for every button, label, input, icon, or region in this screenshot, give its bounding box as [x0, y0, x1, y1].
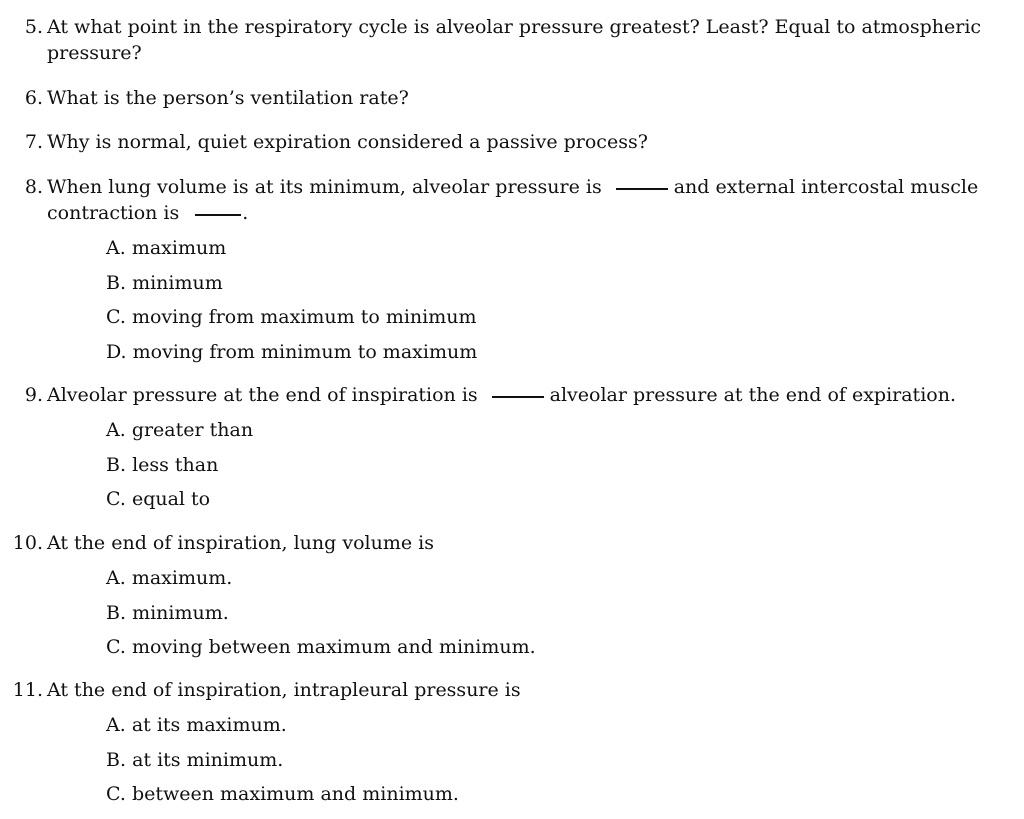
- option-item: [106, 413, 253, 448]
- option-item: [106, 596, 536, 631]
- question-number: 9.: [24, 384, 43, 406]
- question-text-part: Alveolar pressure at the end of inspiration is: [47, 384, 478, 406]
- option-item: [106, 743, 459, 778]
- question-number: 10.: [12, 532, 43, 554]
- question-text: [47, 382, 956, 408]
- option-letter: C.: [106, 783, 126, 805]
- question-text: Why is normal, quiet expiration considered a passive process?: [47, 131, 648, 153]
- option-text: equal to: [131, 488, 211, 510]
- option-item: [106, 335, 477, 370]
- option-item: [106, 777, 459, 812]
- option-letter: C.: [106, 488, 126, 510]
- question-6: [0, 85, 1024, 111]
- option-letter: C.: [106, 306, 126, 328]
- option-item: [106, 630, 536, 665]
- question-text: What is the person’s ventilation rate?: [47, 87, 409, 109]
- options-list: [106, 413, 253, 517]
- option-item: [106, 708, 459, 743]
- option-item: [106, 266, 477, 301]
- option-item: [106, 482, 253, 517]
- options-list: [106, 231, 477, 369]
- option-text: at its minimum.: [132, 748, 284, 771]
- option-letter: B.: [106, 748, 127, 771]
- option-letter: A.: [106, 714, 126, 736]
- question-number: 11.: [12, 679, 43, 701]
- option-text: moving between maximum and minimum.: [131, 636, 536, 658]
- question-7: [0, 129, 1024, 155]
- option-text: minimum.: [132, 601, 229, 624]
- question-text: At what point in the respiratory cycle is alveolar pressure greatest? Least? Equal to atmospheric: [47, 16, 982, 38]
- options-list: [106, 708, 459, 812]
- option-letter: B.: [106, 453, 127, 476]
- question-text: At the end of inspiration, intrapleural pressure is: [47, 679, 521, 701]
- question-11: [0, 677, 1024, 703]
- question-text-continued: [47, 200, 248, 226]
- question-number: 7.: [24, 131, 43, 153]
- answer-blank: [616, 188, 668, 190]
- answer-blank: [492, 396, 544, 398]
- option-letter: D.: [106, 340, 127, 363]
- question-10: [0, 530, 1024, 556]
- question-number: 6.: [24, 87, 43, 109]
- question-text: [47, 174, 978, 200]
- question-number: 5.: [24, 16, 43, 38]
- option-text: moving from minimum to maximum: [132, 340, 478, 363]
- question-8: [0, 174, 1024, 224]
- option-item: [106, 448, 253, 483]
- option-text: maximum: [131, 237, 227, 259]
- options-list: [106, 561, 536, 665]
- question-number: 8.: [24, 176, 43, 198]
- option-text: greater than: [131, 419, 254, 441]
- question-text-part: alveolar pressure at the end of expiration.: [549, 384, 956, 406]
- question-text-continued: pressure?: [47, 42, 142, 64]
- question-5: [0, 14, 1024, 64]
- question-9: [0, 382, 1024, 408]
- option-text: moving from maximum to minimum: [131, 306, 477, 328]
- question-text: At the end of inspiration, lung volume is: [47, 532, 434, 554]
- option-text: at its maximum.: [131, 714, 287, 736]
- option-letter: C.: [106, 636, 126, 658]
- question-text-part: .: [242, 202, 249, 224]
- option-letter: B.: [106, 601, 127, 624]
- answer-blank: [195, 214, 241, 216]
- option-letter: A.: [106, 419, 126, 441]
- option-item: [106, 561, 536, 596]
- option-text: between maximum and minimum.: [131, 783, 459, 805]
- option-item: [106, 300, 477, 335]
- option-item: [106, 231, 477, 266]
- question-text-part: contraction is: [47, 202, 180, 224]
- question-text-part: When lung volume is at its minimum, alveolar pressure is: [47, 176, 602, 198]
- option-text: maximum.: [131, 567, 233, 589]
- question-text-part: and external intercostal muscle: [673, 176, 979, 198]
- option-letter: B.: [106, 271, 127, 294]
- option-letter: A.: [106, 567, 126, 589]
- option-text: minimum: [132, 271, 223, 294]
- option-letter: A.: [106, 237, 126, 259]
- option-text: less than: [132, 453, 219, 476]
